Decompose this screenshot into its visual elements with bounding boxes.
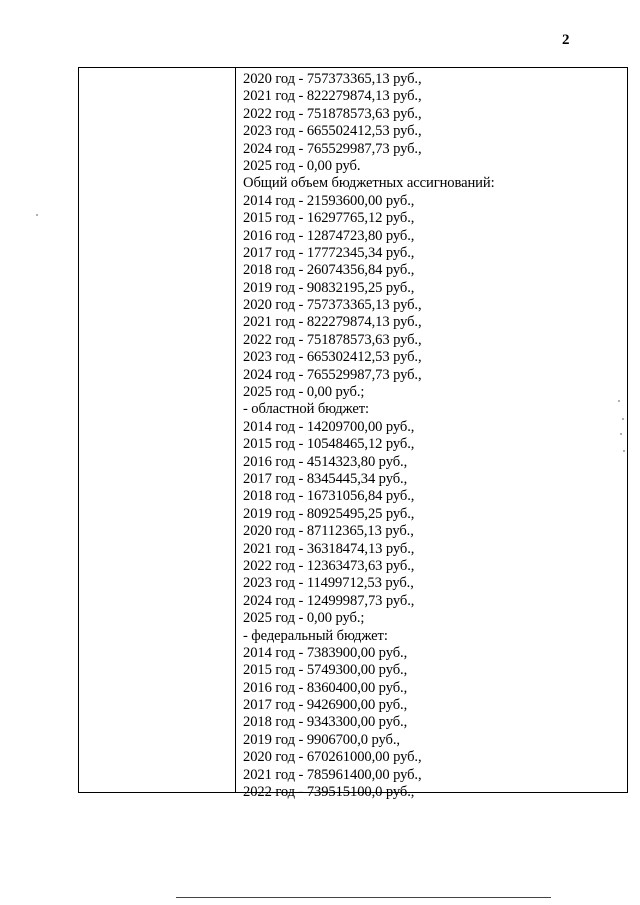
budget-line: 2015 год - 10548465,12 руб., — [243, 436, 415, 453]
budget-line: 2018 год - 9343300,00 руб., — [243, 714, 408, 731]
budget-line: 2016 год - 8360400,00 руб., — [243, 679, 408, 696]
budget-line: 2020 год - 757373365,13 руб., — [243, 297, 422, 314]
budget-table — [78, 67, 628, 801]
budget-line: 2020 год - 757373365,13 руб., — [243, 71, 422, 87]
budget-line: 2017 год - 8345445,34 руб., — [243, 470, 408, 487]
scan-speck — [623, 450, 625, 452]
budget-line: 2024 год - 765529987,73 руб., — [243, 140, 422, 157]
scan-speck — [620, 433, 622, 435]
budget-line: 2023 год - 665502412,53 руб., — [243, 123, 422, 140]
table-left-column — [79, 68, 236, 792]
budget-line: 2022 год - 751878573,63 руб., — [243, 105, 422, 122]
budget-line: 2022 год - 739515100,0 руб., — [243, 784, 415, 801]
budget-line: 2021 год - 822279874,13 руб., — [243, 314, 422, 331]
budget-line: 2022 год - 12363473,63 руб., — [243, 557, 415, 574]
budget-line: 2024 год - 765529987,73 руб., — [243, 366, 422, 383]
budget-line: 2019 год - 90832195,25 руб., — [243, 279, 415, 296]
budget-line: 2025 год - 0,00 руб. — [243, 157, 361, 174]
budget-line: 2021 год - 822279874,13 руб., — [243, 88, 422, 105]
budget-line: 2023 год - 11499712,53 руб., — [243, 575, 414, 592]
scan-speck — [622, 418, 624, 420]
budget-line: 2020 год - 670261000,00 руб., — [243, 749, 422, 766]
budget-line: 2022 год - 751878573,63 руб., — [243, 331, 422, 348]
scan-speck — [618, 400, 620, 402]
budget-line: 2021 год - 36318474,13 руб., — [243, 540, 415, 557]
budget-line: 2016 год - 4514323,80 руб., — [243, 453, 408, 470]
table-right-column — [236, 68, 627, 801]
budget-line: 2017 год - 9426900,00 руб., — [243, 697, 408, 714]
budget-line: 2017 год - 17772345,34 руб., — [243, 244, 415, 261]
budget-line: 2025 год - 0,00 руб.; — [243, 384, 365, 401]
budget-line: 2015 год - 16297765,12 руб., — [243, 210, 415, 227]
bottom-scan-line — [176, 897, 551, 898]
budget-line: 2021 год - 785961400,00 руб., — [243, 766, 422, 783]
budget-line: 2015 год - 5749300,00 руб., — [243, 662, 408, 679]
section-heading-federal: - федеральный бюджет: — [243, 627, 388, 644]
budget-line: 2020 год - 87112365,13 руб., — [243, 523, 414, 540]
section-heading-total: Общий объем бюджетных ассигнований: — [243, 175, 495, 192]
budget-line: 2016 год - 12874723,80 руб., — [243, 227, 415, 244]
scan-speck — [36, 214, 38, 216]
budget-line: 2024 год - 12499987,73 руб., — [243, 592, 415, 609]
section-heading-regional: - областной бюджет: — [243, 401, 369, 418]
budget-line: 2014 год - 21593600,00 руб., — [243, 192, 415, 209]
budget-line: 2019 год - 9906700,0 руб., — [243, 731, 400, 748]
budget-line: 2018 год - 16731056,84 руб., — [243, 488, 415, 505]
budget-line: 2023 год - 665302412,53 руб., — [243, 349, 422, 366]
budget-line: 2014 год - 7383900,00 руб., — [243, 644, 408, 661]
budget-line: 2025 год - 0,00 руб.; — [243, 610, 365, 627]
budget-line: 2019 год - 80925495,25 руб., — [243, 505, 415, 522]
budget-line: 2014 год - 14209700,00 руб., — [243, 418, 415, 435]
budget-line: 2018 год - 26074356,84 руб., — [243, 262, 415, 279]
page-number: 2 — [562, 32, 570, 48]
